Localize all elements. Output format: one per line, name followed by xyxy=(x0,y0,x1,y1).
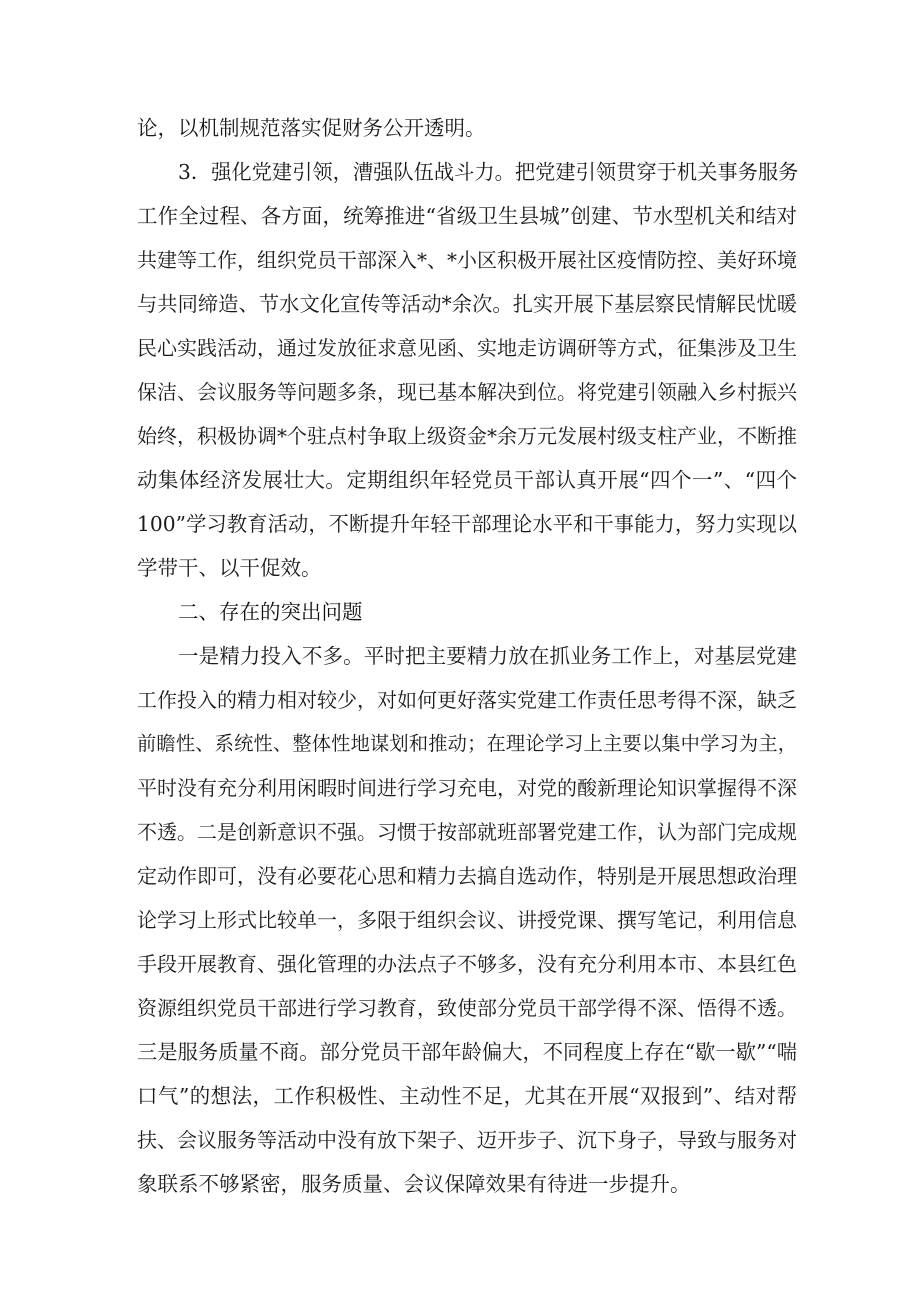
body-text-line: 论，以机制规范落实促财务公开透明。 xyxy=(137,116,486,140)
section-heading: 二、存在的突出问题 xyxy=(178,600,363,624)
paragraph-3-line: 民心实践活动，通过发放征求意见函、实地走访调研等方式，征集涉及卫生 xyxy=(137,336,797,360)
paragraph-3-line: 100”学习教育活动，不断提升年轻干部理论水平和干事能力，努力实现以 xyxy=(137,512,797,536)
problems-paragraph-line: 手段开展教育、强化管理的办法点子不够多，没有充分利用本市、本县红色 xyxy=(137,952,797,976)
problems-paragraph-line: 象联系不够紧密，服务质量、会议保障效果有待进一步提升。 xyxy=(137,1172,691,1196)
problems-paragraph-line: 一是精力投入不多。平时把主要精力放在抓业务工作上，对基层党建 xyxy=(178,644,797,668)
problems-paragraph-line: 扶、会议服务等活动中没有放下架子、迈开步子、沉下身子，导致与服务对 xyxy=(137,1128,797,1152)
problems-paragraph-line: 口气”的想法，工作积极性、主动性不足，尤其在开展“双报到”、结对帮 xyxy=(137,1084,797,1108)
problems-paragraph-line: 不透。二是创新意识不强。习惯于按部就班部署党建工作，认为部门完成规 xyxy=(137,820,797,844)
problems-paragraph-line: 平时没有充分利用闲暇时间进行学习充电，对党的酸新理论知识掌握得不深 xyxy=(137,776,797,800)
paragraph-3-line: 3．强化党建引领，漕强队伍战斗力。把党建引领贯穿于机关事务服务 xyxy=(178,160,799,184)
paragraph-3-line: 共建等工作，组织党员干部深入*、*小区积极开展社区疫情防控、美好环境 xyxy=(137,248,797,272)
problems-paragraph-line: 三是服务质量不商。部分党员干部年龄偏大，不同程度上存在“歇一歇”“喘 xyxy=(137,1040,797,1064)
problems-paragraph-line: 定动作即可，没有必要花心思和精力去搞自选动作，特别是开展思想政治理 xyxy=(137,864,797,888)
problems-paragraph-line: 论学习上形式比较单一，多限于组织会议、讲授党课、撰写笔记，利用信息 xyxy=(137,908,797,932)
problems-paragraph-line: 资源组织党员干部进行学习教育，致使部分党员干部学得不深、悟得不透。 xyxy=(137,996,797,1020)
paragraph-3-line: 工作全过程、各方面，统筹推进“省级卫生县城”创建、节水型机关和结对 xyxy=(137,204,797,228)
paragraph-3-line: 动集体经济发展壮大。定期组织年轻党员干部认真开展“四个一”、“四个 xyxy=(137,468,797,492)
paragraph-3-line: 与共同缔造、节水文化宣传等活动*余次。扎实开展下基层察民情解民忧暖 xyxy=(137,292,797,316)
problems-paragraph-line: 前瞻性、系统性、整体性地谋划和推动；在理论学习上主要以集中学习为主， xyxy=(137,732,797,755)
paragraph-3-line: 学带干、以干促效。 xyxy=(137,556,322,580)
problems-paragraph-line: 工作投入的精力相对较少，对如何更好落实党建工作责任思考得不深，缺乏 xyxy=(137,688,797,712)
paragraph-3-line: 保洁、会议服务等问题多条，现已基本解决到位。将党建引领融入乡村振兴 xyxy=(137,380,797,404)
paragraph-3-line: 始终，积极协调*个驻点村争取上级资金*余万元发展村级支柱产业，不断推 xyxy=(137,424,797,448)
